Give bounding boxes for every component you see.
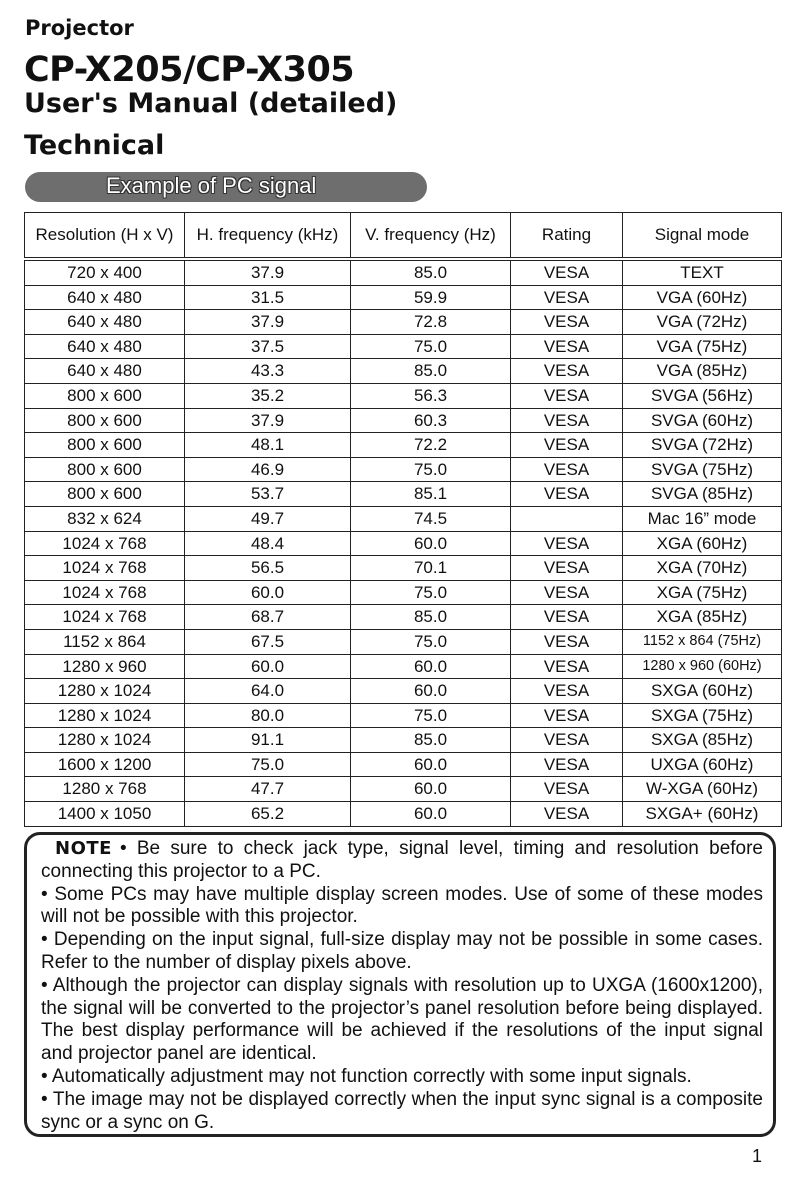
table-cell: 85.0 xyxy=(351,605,511,630)
table-cell: 65.2 xyxy=(185,802,351,827)
table-cell: 1152 x 864 xyxy=(25,629,185,654)
table-cell: VGA (72Hz) xyxy=(623,310,782,335)
table-cell: VESA xyxy=(511,457,623,482)
table-row xyxy=(25,629,782,654)
table-cell: VESA xyxy=(511,556,623,581)
table-cell: 60.0 xyxy=(351,777,511,802)
table-row xyxy=(25,285,782,310)
table-cell: VESA xyxy=(511,654,623,679)
column-header: Signal mode xyxy=(623,213,782,260)
table-header-row xyxy=(25,213,782,260)
table-cell: 800 x 600 xyxy=(25,482,185,507)
table-cell: Mac 16” mode xyxy=(623,506,782,531)
table-row xyxy=(25,654,782,679)
note-text xyxy=(41,838,763,1134)
table-cell: VESA xyxy=(511,605,623,630)
table-row xyxy=(25,408,782,433)
table-row xyxy=(25,359,782,384)
table-cell: 47.7 xyxy=(185,777,351,802)
table-cell: SXGA (85Hz) xyxy=(623,728,782,753)
table-cell: 75.0 xyxy=(185,752,351,777)
table-cell: 1280 x 1024 xyxy=(25,679,185,704)
table-cell: 60.0 xyxy=(351,802,511,827)
table-cell: 1024 x 768 xyxy=(25,580,185,605)
table-cell: SVGA (60Hz) xyxy=(623,408,782,433)
table-cell: 75.0 xyxy=(351,629,511,654)
table-cell: VESA xyxy=(511,285,623,310)
table-cell: XGA (85Hz) xyxy=(623,605,782,630)
table-cell: 60.3 xyxy=(351,408,511,433)
table-cell: VESA xyxy=(511,334,623,359)
table-cell: VESA xyxy=(511,802,623,827)
note-item: • Although the projector can display signals with resolution up to UXGA (1600x1200), the signal will be converted to the projector’s panel resolution before being displayed. The best display performance will be achieved if the resolutions of the input signal and projector panel are identical. xyxy=(41,974,763,1065)
table-row xyxy=(25,752,782,777)
table-cell: 75.0 xyxy=(351,703,511,728)
table-cell: XGA (60Hz) xyxy=(623,531,782,556)
table-cell: W-XGA (60Hz) xyxy=(623,777,782,802)
table-cell: 59.9 xyxy=(351,285,511,310)
table-cell: 85.0 xyxy=(351,728,511,753)
manual-title: User's Manual (detailed) xyxy=(24,88,398,119)
table-cell: 37.9 xyxy=(185,408,351,433)
note-item: • Some PCs may have multiple display screen modes. Use of some of these modes will not be possible with this projector. xyxy=(41,883,763,928)
table-cell: 1152 x 864 (75Hz) xyxy=(623,629,782,654)
table-cell: 43.3 xyxy=(185,359,351,384)
table-cell: 75.0 xyxy=(351,580,511,605)
table-cell: VESA xyxy=(511,679,623,704)
table-cell: 1280 x 960 xyxy=(25,654,185,679)
table-cell: VESA xyxy=(511,752,623,777)
table-cell: 800 x 600 xyxy=(25,408,185,433)
table-cell: 1280 x 1024 xyxy=(25,703,185,728)
table-cell: 85.0 xyxy=(351,259,511,285)
table-cell: SVGA (85Hz) xyxy=(623,482,782,507)
table-row xyxy=(25,580,782,605)
table-cell: TEXT xyxy=(623,259,782,285)
table-cell: 56.5 xyxy=(185,556,351,581)
table-cell: 1280 x 1024 xyxy=(25,728,185,753)
table-cell: 60.0 xyxy=(351,752,511,777)
table-cell: XGA (75Hz) xyxy=(623,580,782,605)
table-cell: SXGA (60Hz) xyxy=(623,679,782,704)
table-cell: 1024 x 768 xyxy=(25,605,185,630)
table-cell: 60.0 xyxy=(185,580,351,605)
table-cell: VESA xyxy=(511,482,623,507)
table-cell: 60.0 xyxy=(351,531,511,556)
table-cell: SXGA+ (60Hz) xyxy=(623,802,782,827)
table-cell: 60.0 xyxy=(185,654,351,679)
table-cell: 72.2 xyxy=(351,433,511,458)
table-cell: 37.9 xyxy=(185,259,351,285)
table-cell: 48.1 xyxy=(185,433,351,458)
column-header: H. frequency (kHz) xyxy=(185,213,351,260)
table-cell: 60.0 xyxy=(351,679,511,704)
note-item xyxy=(41,838,763,884)
table-row xyxy=(25,777,782,802)
table-cell: 53.7 xyxy=(185,482,351,507)
table-cell: 72.8 xyxy=(351,310,511,335)
table-cell: 48.4 xyxy=(185,531,351,556)
table-row xyxy=(25,383,782,408)
table-cell: 800 x 600 xyxy=(25,383,185,408)
table-cell: 832 x 624 xyxy=(25,506,185,531)
table-cell: 80.0 xyxy=(185,703,351,728)
table-cell: 640 x 480 xyxy=(25,334,185,359)
table-cell: XGA (70Hz) xyxy=(623,556,782,581)
table-cell: 64.0 xyxy=(185,679,351,704)
table-cell: VESA xyxy=(511,580,623,605)
table-cell: 74.5 xyxy=(351,506,511,531)
note-item: • The image may not be displayed correctly when the input sync signal is a composite sync or a sync on G. xyxy=(41,1088,763,1133)
table-cell: 640 x 480 xyxy=(25,285,185,310)
pc-signal-table xyxy=(24,212,782,827)
table-cell: 70.1 xyxy=(351,556,511,581)
table-cell: 1400 x 1050 xyxy=(25,802,185,827)
table-row xyxy=(25,531,782,556)
table-row xyxy=(25,482,782,507)
table-cell: VGA (60Hz) xyxy=(623,285,782,310)
table-cell: 60.0 xyxy=(351,654,511,679)
table-cell: 46.9 xyxy=(185,457,351,482)
table-cell: VESA xyxy=(511,728,623,753)
table-row xyxy=(25,457,782,482)
table-cell: 37.5 xyxy=(185,334,351,359)
section-title: Technical xyxy=(24,130,165,161)
table-cell: 800 x 600 xyxy=(25,433,185,458)
table-cell: 1600 x 1200 xyxy=(25,752,185,777)
table-cell: VGA (75Hz) xyxy=(623,334,782,359)
page-number: 1 xyxy=(751,1146,762,1166)
table-row xyxy=(25,259,782,285)
table-row xyxy=(25,679,782,704)
table-cell: 640 x 480 xyxy=(25,359,185,384)
table-cell: VESA xyxy=(511,259,623,285)
table-cell: 91.1 xyxy=(185,728,351,753)
table-cell: VESA xyxy=(511,359,623,384)
table-cell: 85.0 xyxy=(351,359,511,384)
table-cell: VESA xyxy=(511,433,623,458)
table-cell: VESA xyxy=(511,310,623,335)
note-item-text: • Be sure to check jack type, signal level, timing and resolution before connecting this projector to a PC. xyxy=(41,838,763,882)
table-row xyxy=(25,334,782,359)
subsection-title: Example of PC signal xyxy=(106,173,317,198)
note-item: • Depending on the input signal, full-size display may not be possible in some cases. Refer to the number of display pixels above. xyxy=(41,929,763,973)
table-cell: SXGA (75Hz) xyxy=(623,703,782,728)
table-cell: SVGA (72Hz) xyxy=(623,433,782,458)
table-cell xyxy=(511,506,623,531)
table-cell: SVGA (75Hz) xyxy=(623,457,782,482)
table-row xyxy=(25,728,782,753)
product-label: Projector xyxy=(25,16,134,40)
table-row xyxy=(25,310,782,335)
table-cell: UXGA (60Hz) xyxy=(623,752,782,777)
table-cell: 640 x 480 xyxy=(25,310,185,335)
table-cell: VGA (85Hz) xyxy=(623,359,782,384)
column-header: Rating xyxy=(511,213,623,260)
table-row xyxy=(25,703,782,728)
table-cell: 1280 x 960 (60Hz) xyxy=(623,654,782,679)
model-title: CP-X205/CP-X305 xyxy=(24,50,355,90)
table-cell: VESA xyxy=(511,629,623,654)
table-body xyxy=(25,259,782,826)
table-row xyxy=(25,433,782,458)
note-label: NOTE xyxy=(55,838,112,859)
table-cell: 720 x 400 xyxy=(25,259,185,285)
table-cell: 85.1 xyxy=(351,482,511,507)
table-cell: 1024 x 768 xyxy=(25,556,185,581)
table-cell: 800 x 600 xyxy=(25,457,185,482)
table-row xyxy=(25,556,782,581)
column-header: V. frequency (Hz) xyxy=(351,213,511,260)
table-cell: 75.0 xyxy=(351,334,511,359)
table-cell: 1280 x 768 xyxy=(25,777,185,802)
table-cell: 56.3 xyxy=(351,383,511,408)
table-cell: SVGA (56Hz) xyxy=(623,383,782,408)
table-cell: 75.0 xyxy=(351,457,511,482)
table-cell: 1024 x 768 xyxy=(25,531,185,556)
column-header: Resolution (H x V) xyxy=(25,213,185,260)
table-cell: VESA xyxy=(511,408,623,433)
table-cell: 35.2 xyxy=(185,383,351,408)
table-row xyxy=(25,506,782,531)
table-cell: VESA xyxy=(511,531,623,556)
table-cell: VESA xyxy=(511,777,623,802)
table-cell: 67.5 xyxy=(185,629,351,654)
table-row xyxy=(25,605,782,630)
table-cell: 49.7 xyxy=(185,506,351,531)
table-row xyxy=(25,802,782,827)
table-cell: 37.9 xyxy=(185,310,351,335)
table-cell: VESA xyxy=(511,383,623,408)
note-item: • Automatically adjustment may not function correctly with some input signals. xyxy=(41,1065,692,1087)
table-cell: 31.5 xyxy=(185,285,351,310)
table-cell: VESA xyxy=(511,703,623,728)
table-cell: 68.7 xyxy=(185,605,351,630)
